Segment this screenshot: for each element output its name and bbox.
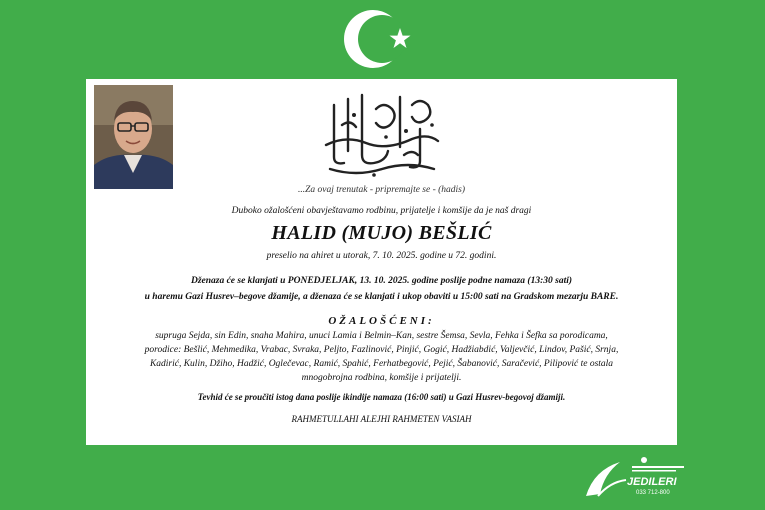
closing-prayer: RAHMETULLAHI ALEJHI RAHMETEN VASIAH	[291, 414, 472, 424]
mourners-line: mnogobrojna rodbina, komšije i prijatelji.	[301, 373, 462, 383]
funeral-info-line: Dženaza će se klanjati u PONEDJELJAK, 13. 10. 2025. godine poslije podne namaza (13:30 sati)	[190, 276, 573, 286]
obituary-card	[86, 79, 677, 445]
deceased-photo	[94, 85, 173, 189]
crescent-star-icon	[343, 6, 415, 72]
funeral-info-line: u haremu Gazi Husrev–begove džamije, a dženaza će se klanjati i ukop obaviti u 15:00 sati na Gradskom mezarju BARE.	[144, 292, 619, 302]
mourners-line: Kadirić, Kulin, Džiho, Hadžić, Oglečevac, Ramić, Spahić, Ferhatbegović, Pejić, Šabanović, Saračević, Pilipović te ostala	[149, 359, 614, 369]
announcement-intro: Duboko ožalošćeni obavještavamo rodbinu, prijatelje i komšije da je naš dragi	[231, 206, 532, 216]
mourners-line: porodice: Bešlić, Mehmedika, Vrabac, Svraka, Peljto, Fazlinović, Pinjić, Gogić, Hadžiabdić, Valjevčić, Lindov, Pašić, Srnja,	[144, 345, 619, 355]
passing-date-text: preselio na ahiret u utorak, 7. 10. 2025. godine u 72. godini.	[266, 251, 497, 261]
hadith-quote: ...Za ovaj trenutak - pripremajte se - (hadis)	[297, 185, 466, 195]
mourners-heading: OŽALOŠĆENI:	[328, 315, 435, 327]
logo-phone: 033 712-800	[636, 490, 670, 496]
arabic-calligraphy-image	[316, 85, 446, 179]
logo-name: JEDILERI	[627, 476, 677, 488]
deceased-name: HALID (MUJO) BEŠLIĆ	[271, 222, 492, 244]
mourners-line: supruga Sejda, sin Edin, snaha Mahira, unuci Lamia i Belmin–Kan, sestre Šemsa, Sevla, Fehka i Šefka sa porodicama,	[155, 331, 608, 341]
tevhid-notice: Tevhid će se proučiti istog dana poslije ikindije namaza (16:00 sati) u Gazi Husrev-begovoj džamiji.	[197, 392, 566, 402]
